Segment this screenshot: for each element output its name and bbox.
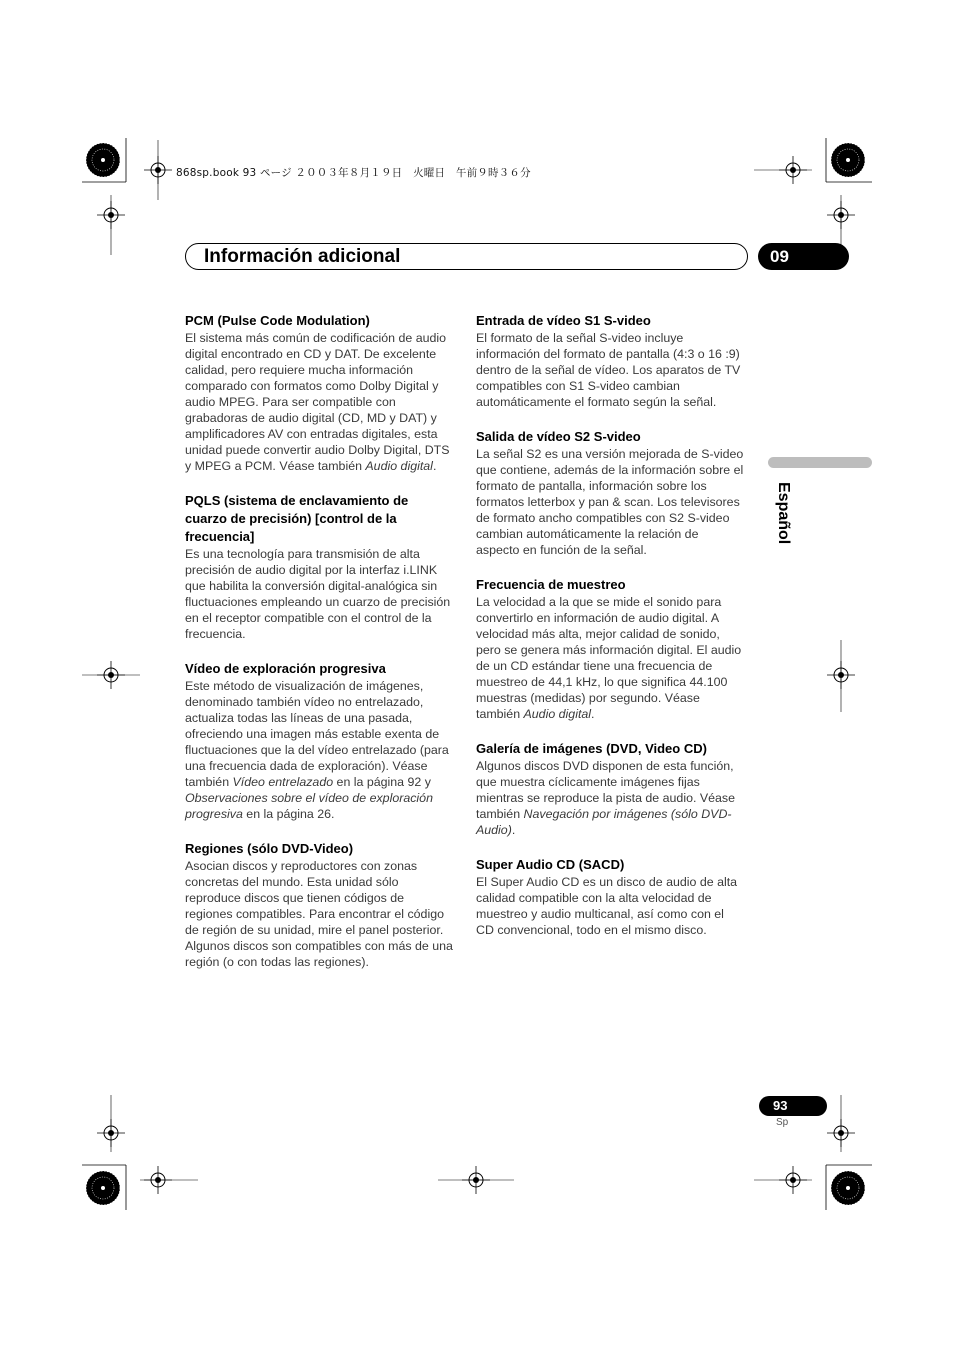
entry-heading: Salida de vídeo S2 S-video: [476, 429, 641, 444]
entry-heading: PQLS (sistema de enclavamiento de cuarzo de precisión) [control de la frecuencia]: [185, 493, 409, 544]
print-header: 868sp.book 93 ページ ２００３年８月１９日 火曜日 午前９時３６分: [176, 167, 531, 179]
entry-body: La velocidad a la que se mide el sonido para convertirlo en información de audio digital. A velocidad más alta, mejor calidad de sonido, pero se genera más información digital. El audio de un CD estándar tiene una frecuencia de muestreo de 44,1 kHz, lo que significa 44.100 muestras (medidas) por segundo. Véase también Audio digital.: [476, 595, 742, 721]
page-language-code: Sp: [776, 1117, 789, 1128]
entry-heading: Frecuencia de muestreo: [476, 577, 626, 592]
chapter-title-bar: [185, 243, 748, 270]
glossary-entry-regions: [185, 840, 453, 970]
chapter-number: 09: [770, 247, 789, 266]
glossary-entry-sacd: [476, 856, 744, 938]
page-number-badge: [759, 1096, 827, 1116]
glossary-entry-picture-gallery: [476, 740, 744, 838]
entry-body: La señal S2 es una versión mejorada de S-video que contiene, además de la información sobre el formato de pantalla, información sobre los formatos letterbox y pan & scan. Los televisores de formato ancho compatibles con S2 S-video cambian automáticamente la relación de aspecto en función de la señal.: [476, 447, 744, 557]
glossary-entry-sampling-frequency: [476, 576, 744, 722]
language-label: Español: [775, 482, 792, 545]
entry-body: Asocian discos y reproductores con zonas concretas del mundo. Esta unidad sólo reproduce discos que tienen códigos de regiones compatibles. Para encontrar el código de región de su unidad, mire el panel posterior. Algunos discos son compatibles con más de una región (o con todas las regiones).: [185, 859, 453, 969]
glossary-entry-pcm: [185, 312, 453, 474]
glossary-entry-pqls: [185, 492, 453, 642]
entry-heading: Super Audio CD (SACD): [476, 857, 625, 872]
page-number: 93: [773, 1098, 788, 1113]
glossary-entry-s1-video: [476, 312, 744, 410]
entry-heading: Galería de imágenes (DVD, Video CD): [476, 741, 707, 756]
chapter-title: Información adicional: [204, 246, 401, 267]
right-column: [476, 312, 744, 956]
entry-heading: Entrada de vídeo S1 S-video: [476, 313, 651, 328]
entry-body: El sistema más común de codificación de audio digital encontrado en CD y DAT. De excelente calidad, pero requiere mucha información comparado con formatos como Dolby Digital y audio MPEG. Para ser compatible con grabadoras de audio digital (CD, MD y DAT) y amplificadores AV con entradas digitales, esta unidad puede convertir audio Dolby Digital, DTS y MPEG a PCM. Véase también Audio digital.: [185, 331, 450, 473]
entry-body: El Super Audio CD es un disco de audio de alta calidad compatible con la alta velocidad de muestreo y audio multicanal, así como con el CD convencional, todo en el mismo disco.: [476, 875, 738, 937]
entry-heading: PCM (Pulse Code Modulation): [185, 313, 370, 328]
entry-heading: Regiones (sólo DVD-Video): [185, 841, 354, 856]
glossary-entry-s2-video: [476, 428, 744, 558]
glossary-entry-progressive-scan: [185, 660, 453, 822]
entry-body: El formato de la señal S-video incluye información del formato de pantalla (4:3 o 16 :9) dentro de la señal de vídeo. Los aparatos de TV compatibles con S1 S-video cambian automáticamente el formato según la señal.: [476, 331, 741, 409]
language-tab: [768, 457, 872, 468]
left-column: [185, 312, 453, 988]
entry-body: Es una tecnología para transmisión de alta precisión de audio digital por la interfaz i.LINK que habilita la conversión digital-analógica sin fluctuaciones empleando un cuarzo de precisión en el receptor compatible con el control de la frecuencia.: [185, 547, 451, 641]
entry-body: Algunos discos DVD disponen de esta función, que muestra cíclicamente imágenes fijas mientras se reproduce la pista de audio. Véase también Navegación por imágenes (sólo DVD-Audio).: [476, 759, 735, 837]
entry-body: Este método de visualización de imágenes, denominado también vídeo no entrelazado, actualiza todas las líneas de una pasada, ofreciendo una imagen más estable exenta de fluctuaciones que la del vídeo entrelazado (para una frecuencia dada de exploración). Véase también Vídeo entrelazado en la página 92 y Observaciones sobre el vídeo de exploración progresiva en la página 26.: [185, 679, 449, 821]
entry-heading: Vídeo de exploración progresiva: [185, 661, 386, 676]
chapter-number-badge: [758, 243, 849, 270]
